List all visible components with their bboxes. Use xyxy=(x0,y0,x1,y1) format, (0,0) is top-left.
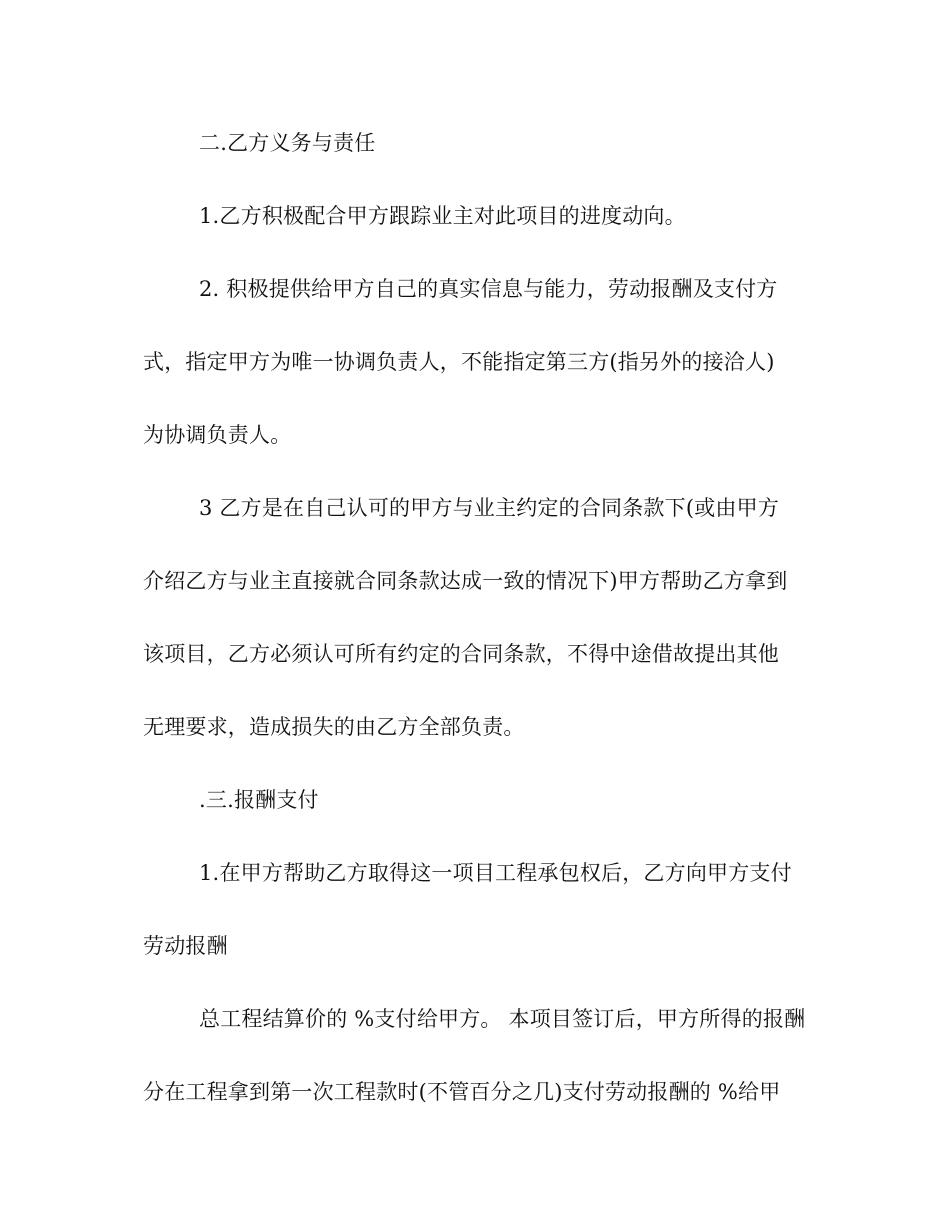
paragraph-line: 为协调负责人。 xyxy=(143,423,292,447)
paragraph-line: 总工程结算价的 %支付给甲方。 本项目签订后，甲方所得的报酬 xyxy=(199,1007,806,1031)
paragraph-line: 1.乙方积极配合甲方跟踪业主对此项目的进度动向。 xyxy=(199,204,686,228)
paragraph-line: 介绍乙方与业主直接就合同条款达成一致的情况下)甲方帮助乙方拿到 xyxy=(143,569,788,593)
section-heading-obligations: 二.乙方义务与责任 xyxy=(199,131,376,155)
section-heading-payment: .三.报酬支付 xyxy=(199,788,319,812)
paragraph-line: 1.在甲方帮助乙方取得这一项目工程承包权后，乙方向甲方支付 xyxy=(199,861,792,885)
paragraph-line: 劳动报酬 xyxy=(143,934,228,958)
paragraph-line: 式，指定甲方为唯一协调负责人，不能指定第三方(指另外的接洽人) xyxy=(143,350,775,374)
paragraph-line: 分在工程拿到第一次工程款时(不管百分之几)支付劳动报酬的 %给甲 xyxy=(143,1080,781,1104)
paragraph-line: 无理要求，造成损失的由乙方全部负责。 xyxy=(143,715,525,739)
paragraph-line: 2. 积极提供给甲方自己的真实信息与能力，劳动报酬及支付方 xyxy=(199,277,778,301)
paragraph-line: 3 乙方是在自己认可的甲方与业主约定的合同条款下(或由甲方 xyxy=(199,496,780,520)
paragraph-line: 该项目，乙方必须认可所有约定的合同条款，不得中途借故提出其他 xyxy=(143,642,779,666)
